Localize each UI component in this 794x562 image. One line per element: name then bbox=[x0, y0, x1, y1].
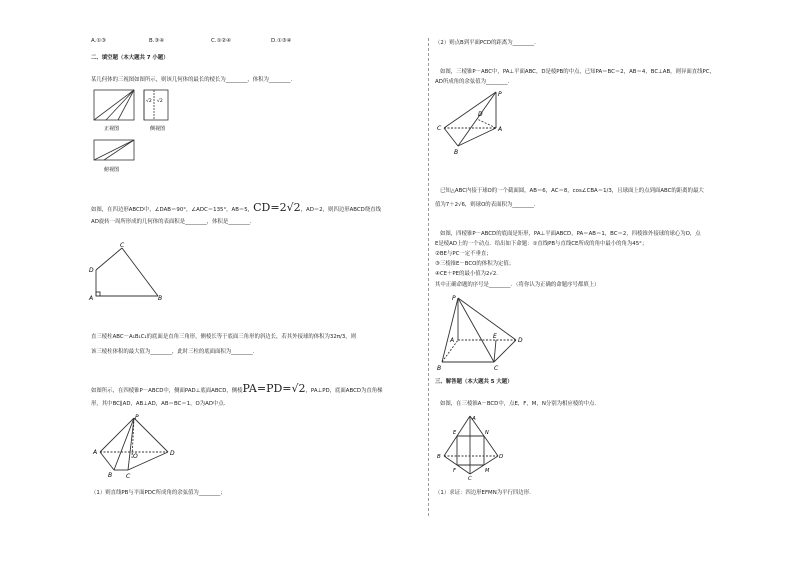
point-e-label: E bbox=[453, 430, 457, 436]
point-d-label: D bbox=[478, 111, 483, 118]
question-7-claim-3: ③三棱锥E－BCO的体积为定值； bbox=[435, 261, 515, 267]
point-m-label: M bbox=[485, 468, 490, 474]
question-2-line1 bbox=[91, 201, 381, 214]
point-p-label: P bbox=[135, 414, 139, 421]
section-title-answers: 三、解答题（本大题共 5 大题） bbox=[435, 379, 513, 385]
question-4-sub2: （2）则点B到平面PCD的距离为________. bbox=[435, 40, 536, 46]
point-d-label: D bbox=[170, 450, 175, 457]
point-b-label: B bbox=[454, 149, 459, 156]
point-p-label: P bbox=[498, 91, 502, 98]
question-2-text-a: 如图，在四边形ABCD中，∠DAB＝90°，∠ADC＝135°，AB＝5， bbox=[91, 207, 254, 213]
question-3-line1: 直三棱柱ABC－A₁B₁C₁的底面是直角三角形，侧棱长等于底面三角形的斜边长，若其外接球的体积为32π/3，则 bbox=[91, 334, 357, 340]
triangular-pyramid-figure bbox=[436, 88, 506, 158]
section-title-fill-in: 二、填空题（本大题共 7 小题） bbox=[91, 55, 169, 61]
pyramid-figure bbox=[92, 412, 182, 480]
side-view-outline bbox=[144, 90, 168, 120]
rectangular-pyramid-figure bbox=[436, 292, 536, 372]
question-6-line2: 值为7＋2√6，则球O的表面积为________. bbox=[435, 202, 536, 208]
side-view-label: 侧视图 bbox=[150, 126, 166, 132]
question-7-line2: E是棱AD上的一个动点．给出如下命题：①直线PB与直线CE所成的角中最小的角为45°； bbox=[435, 241, 648, 247]
option-b: B.③④ bbox=[149, 38, 165, 44]
question-7-ask: 其中正确命题的序号是________．（将你认为正确的命题序号都填上） bbox=[435, 282, 600, 288]
point-f-label: F bbox=[453, 468, 456, 474]
option-c: C.①②④ bbox=[211, 38, 231, 44]
question-7-line1: 如图，四棱锥P－ABCD的底面是矩形，PA⊥平面ABCD，PA＝AB＝1，BC＝2，四棱锥外接球的球心为O，点 bbox=[440, 231, 701, 237]
question-4-text-b: ，PA⊥PD，底面ABCD为直角梯 bbox=[305, 388, 383, 394]
point-a-label: A bbox=[498, 126, 503, 133]
question-8-sub1: （1）求证：四边形EFMN为平行四边形. bbox=[435, 490, 531, 496]
point-b-label: B bbox=[437, 454, 441, 460]
column-divider bbox=[428, 38, 429, 516]
question-5-line1: 如图，三棱锥P－ABC中，PA⊥平面ABC，D是棱PB的中点，已知PA＝BC＝2，AB＝4，BC⊥AB，则异面直线PC， bbox=[440, 69, 715, 75]
point-a-label: A bbox=[93, 449, 98, 456]
point-c-label: C bbox=[120, 242, 125, 249]
point-e-label: E bbox=[493, 333, 497, 340]
point-a-label: A bbox=[450, 337, 455, 344]
point-o-label: O bbox=[133, 453, 138, 460]
question-4-line1 bbox=[91, 382, 383, 395]
point-a-label: A bbox=[89, 295, 94, 302]
point-b-label: B bbox=[158, 295, 163, 302]
question-4-sub1: （1）则直线PB与平面PDC所成角的余弦值为________； bbox=[91, 490, 226, 496]
point-a-label: A bbox=[472, 416, 476, 422]
question-4-text-a: 如图所示，在四棱锥P－ABCD中，侧面PAD⊥底面ABCD，侧棱 bbox=[91, 388, 243, 394]
question-8-text: 如图，在三棱锥A－BCD中，点E，F，M，N分别为相应棱的中点. bbox=[440, 401, 597, 407]
point-n-label: N bbox=[485, 430, 489, 436]
option-d: D.①③④ bbox=[271, 38, 292, 44]
question-3-line2: 该三棱柱体积的最大值为________，此时三柱的底面面积为________. bbox=[91, 349, 255, 355]
quadrilateral-figure bbox=[88, 240, 168, 302]
question-7-claim-4: ④CE＋PE的最小值为2√2. bbox=[435, 271, 499, 277]
point-c-label: C bbox=[494, 365, 499, 372]
point-c-label: C bbox=[126, 473, 131, 480]
point-d-label: D bbox=[499, 454, 504, 460]
point-d-label: D bbox=[89, 267, 94, 274]
question-4-formula: PA=PD=√2 bbox=[242, 382, 306, 395]
point-b-label: B bbox=[108, 472, 113, 479]
question-7-claim-2: ②BE与PC一定不垂直； bbox=[435, 251, 492, 257]
question-1-text: 某几何体的三视图如图所示，则该几何体的最长的棱长为________，体积为________. bbox=[91, 77, 293, 83]
question-4-line2: 形，其中BC∥AD，AB⊥AD，AB＝BC＝1，O为AD中点. bbox=[91, 401, 226, 407]
question-2-line2: AD旋转一周所形成的几何体的表面积是________，体积是________. bbox=[91, 219, 252, 225]
front-view-label: 正视图 bbox=[104, 126, 120, 132]
point-c-label: C bbox=[437, 125, 442, 132]
top-view-label: 俯视图 bbox=[104, 167, 120, 173]
point-c-label: C bbox=[468, 476, 472, 480]
point-b-label: B bbox=[437, 365, 442, 372]
question-6-line1: 已知△ABC内接于球O的一个截面圆，AB＝6，AC＝8，cos∠CBA＝1/3，且球面上的点到面ABC的距离的最大 bbox=[440, 188, 704, 194]
point-p-label: P bbox=[452, 295, 456, 302]
question-2-text-b: ，AD＝2，则四边形ABCD绕直线 bbox=[300, 207, 381, 213]
option-a: A.①③ bbox=[91, 38, 106, 44]
side-view-root2-left: √2 bbox=[146, 99, 152, 104]
side-view-root2-right: √2 bbox=[157, 99, 163, 104]
question-2-formula: CD=2√2 bbox=[253, 201, 301, 214]
question-5-line2: AD所成角的余弦值为________. bbox=[435, 79, 510, 85]
point-d-label: D bbox=[518, 337, 523, 344]
tetrahedron-figure bbox=[436, 412, 506, 480]
three-view-figure bbox=[92, 88, 192, 176]
